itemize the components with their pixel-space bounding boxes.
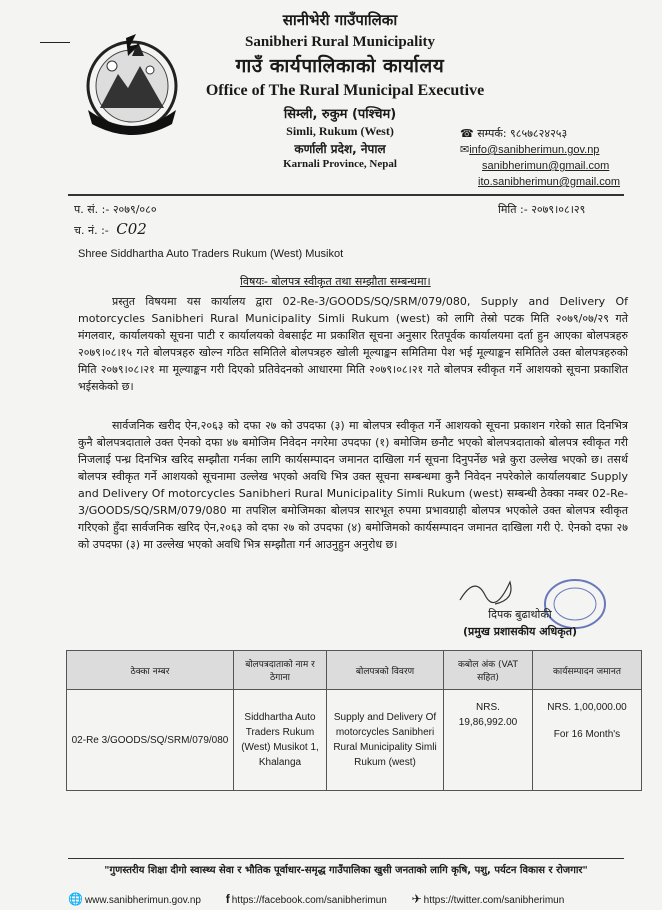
ref-number: प. सं. :- २०७९/०८० bbox=[74, 203, 157, 216]
header-location-english: Simli, Rukum (West) bbox=[286, 124, 394, 138]
footer-facebook[interactable]: f https://facebook.com/sanibherimun bbox=[225, 892, 387, 906]
col-contract-no: ठेक्का नम्बर bbox=[67, 651, 234, 690]
contact-email-3[interactable]: ito.sanibherimun@gmail.com bbox=[478, 176, 621, 188]
col-bidder: बोलपत्रदाताको नाम र ठेगाना bbox=[234, 651, 327, 690]
signature-block bbox=[420, 606, 620, 640]
header-divider bbox=[68, 194, 624, 196]
twitter-icon: ✈ bbox=[411, 892, 422, 906]
phone-icon: ☎ bbox=[460, 127, 478, 140]
col-description: बोलपत्रको विवरण bbox=[327, 651, 444, 690]
recipient: Shree Siddhartha Auto Traders Rukum (West) Musikot bbox=[78, 248, 344, 260]
signatory-title: (प्रमुख प्रशासकीय अधिकृत) bbox=[463, 625, 577, 638]
contact-email-1[interactable]: ✉info@sanibherimun.gov.np bbox=[460, 143, 600, 156]
header-office-nepali: गाउँ कार्यपालिकाको कार्यालय bbox=[235, 55, 445, 77]
subject-line: विषयः- बोलपत्र स्वीकृत तथा सम्झौता सम्बन्धमा। bbox=[240, 275, 431, 288]
col-amount: कबोल अंक (VAT सहित) bbox=[444, 651, 533, 690]
contact-phone: ☎ सम्पर्क: ९८५७८२४२५३ bbox=[460, 127, 568, 140]
cell-description: Supply and Delivery Of motorcycles Sanibheri Rural Municipality Simli Rukum (west) bbox=[327, 690, 444, 791]
paragraph-1: प्रस्तुत विषयमा यस कार्यालय द्वारा 02-Re-3/GOODS/SQ/SRM/079/080, Supply and Delivery Of motorcycles Sanibheri Rural Municipality Simli Rukum (west) को लागि तेस्रो पटक मिति २०७९/०७/२९ गते मंगलवार, कार्यालयको सूचना पाटी र कार्यालयको वेबसाईट मा प्रकाशित सूचना अनुसार रितपूर्वक कार्यालयमा दर्ता हुन आएका बोलपत्रहरु २०७९।०८।१५ गते बोलपत्रहरु खोल्न गठित समितिले बोलपत्रहरु खोली मूल्याङ्कन समितिमा पेश भई मूल्याङ्कन समितिले उक्त बोलपत्रहरुको मिति २०७९।०८।२१ मा मूल्याङ्कन गरी दिएको प्रतिवेदनको आधारमा मिति २०७९।०८।२१ गते बोलपत्र स्वीकृत गर्ने आशयको सूचना प्रकाशित भईसकेको छ। bbox=[78, 295, 628, 393]
col-guarantee: कार्यसम्पादन जमानत bbox=[533, 651, 642, 690]
footer-links bbox=[68, 892, 638, 906]
cell-bidder: Siddhartha Auto Traders Rukum (West) Musikot 1, Khalanga bbox=[234, 690, 327, 791]
header-location-nepali: सिम्ली, रुकुम (पश्चिम) bbox=[283, 107, 397, 122]
footer-slogan: "गुणस्तरीय शिक्षा दीगो स्वास्थ्य सेवा र भौतिक पूर्वाधार-समृद्ध गाउँपालिका खुसी जनताको लागि कृषि, पशु, पर्यटन विकास र रोजगार" bbox=[104, 865, 588, 876]
footer-website[interactable]: 🌐 www.sanibherimun.gov.np bbox=[68, 892, 201, 906]
header-province-nepali: कर्णाली प्रदेश, नेपाल bbox=[294, 142, 386, 156]
footer-divider bbox=[68, 858, 624, 859]
dispatch-handwritten: C02 bbox=[116, 220, 147, 238]
header-province-english: Karnali Province, Nepal bbox=[283, 158, 397, 170]
globe-icon: 🌐 bbox=[68, 892, 83, 906]
cell-amount: NRS. 19,86,992.00 bbox=[444, 690, 533, 791]
header-municipality-nepali: सानीभेरी गाउँपालिका bbox=[282, 11, 398, 29]
contact-block bbox=[460, 126, 630, 190]
header-office-english: Office of The Rural Municipal Executive bbox=[205, 82, 485, 99]
signature-scribble-icon bbox=[455, 570, 525, 610]
mail-icon: ✉ bbox=[460, 143, 470, 156]
cell-guarantee: NRS. 1,00,000.00 For 16 Month's bbox=[533, 690, 642, 791]
cell-contract-no: 02-Re 3/GOODS/SQ/SRM/079/080 bbox=[67, 690, 234, 791]
signatory-name: दिपक बुढाथोकी bbox=[488, 608, 552, 621]
facebook-icon: f bbox=[225, 892, 230, 906]
contact-email-2[interactable]: sanibherimun@gmail.com bbox=[482, 160, 610, 172]
bid-table bbox=[66, 650, 642, 791]
header-municipality-english: Sanibheri Rural Municipality bbox=[244, 34, 436, 50]
letter-date: मिति :- २०७९।०८।२९ bbox=[498, 203, 586, 216]
table-row bbox=[67, 690, 642, 791]
dispatch-number: च. नं. :- C02 bbox=[74, 220, 147, 238]
paragraph-2: सार्वजनिक खरीद ऐन,२०६३ को दफा २७ को उपदफा (३) मा बोलपत्र स्वीकृत गर्ने आशयको सूचना प्रकाशन गरेको सात दिनभित्र कुनै बोलपत्रदाताले उक्त ऐनको दफा ४७ बमोजिम निवेदन नगरेमा उपदफा (१) बमोजिम छनौट भएको बोलपत्रदाताको बोलपत्र स्वीकृत गरी निजलाई पन्ध्र दिनभित्र खरिद सम्झौता गर्नका लागि कार्यसम्पादन जमानत दाखिला गर्न सूचना दिनुपर्नेछ भन्ने कुरा उल्लेख भएको छ। तसर्थ बोलपत्र स्वीकृत गर्ने आशयको सूचनामा उल्लेख भएको अवधि भित्र उक्त सूचना सम्बन्धमा कुनै निवेदन नपरेकोले कार्यालयबाट Supply and Delivery Of motorcycles Sanibheri Rural Municipality Simli Rukum (west) सम्बन्धी ठेक्का नम्बर 02-Re-3/GOODS/SQ/SRM/079/080 मा तपशिल बमोजिमका बोलपत्र सारभूत रुपमा प्रभावग्राही बोलपत्र भएकोले उक्त बोलपत्र स्वीकृत गरिएको हुँदा सार्वजनिक खरिद ऐन,२०६३ को दफा २७ को उपदफा (४) बमोजिमको कार्यसम्पादन जमानत दाखिला गरी ऐ. ऐनको दफा २७ को उपदफा (३) मा उल्लेख भएको अवधि भित्र सम्झौता गर्न आउनुहुन अनुरोध छ। bbox=[78, 419, 628, 551]
nepal-emblem-icon bbox=[78, 30, 186, 142]
footer-twitter[interactable]: ✈ https://twitter.com/sanibherimun bbox=[411, 892, 565, 906]
header-dash bbox=[40, 42, 70, 43]
